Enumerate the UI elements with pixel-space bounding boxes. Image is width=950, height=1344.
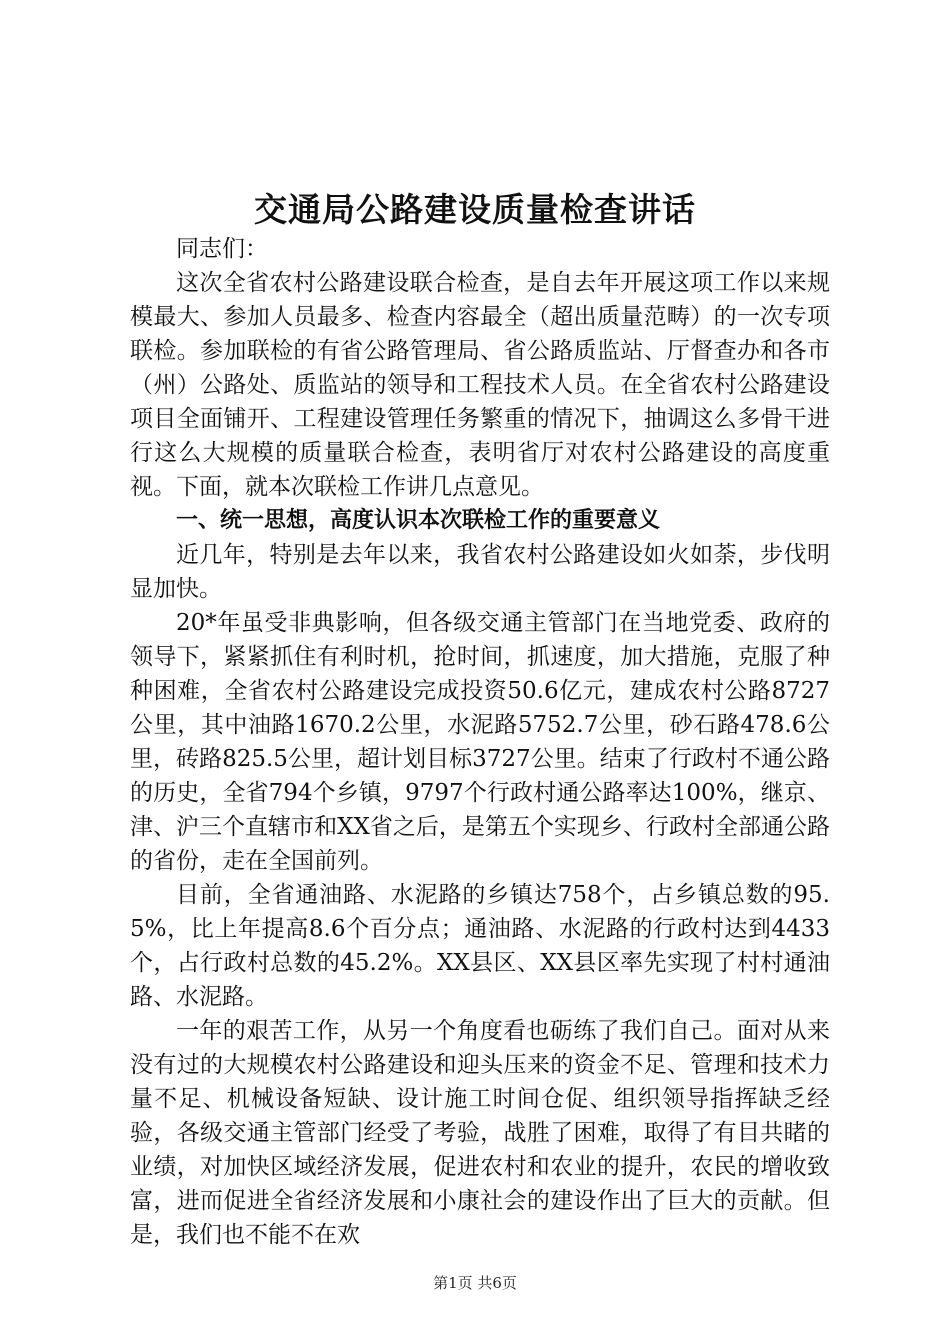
page-title: 交通局公路建设质量检查讲话 bbox=[254, 190, 696, 229]
document-body bbox=[130, 232, 830, 1252]
salutation: 同志们： bbox=[176, 236, 268, 262]
page-footer: 第1页 共6页 bbox=[433, 1274, 517, 1292]
section-heading: 一、统一思想，高度认识本次联检工作的重要意义 bbox=[176, 508, 661, 533]
paragraph: 20*年虽受非典影响，但各级交通主管部门在当地党委、政府的领导下，紧紧抓住有利时机，抢时间，抓速度，加大措施，克服了种种困难，全省农村公路建设完成投资50.6亿元，建成农村公路8727公里，其中油路1670.2公里，水泥路5752.7公里，砂石路478.6公里，砖路825.5公里，超计划目标3727公里。结束了行政村不通公路的历史，全省794个乡镇，9797个行政村通公路率达100%，继京、津、沪三个直辖市和XX省之后，是第五个实现乡、行政村全部通公路的省份，走在全国前列。 bbox=[130, 610, 830, 874]
paragraph-intro: 这次全省农村公路建设联合检查，是自去年开展这项工作以来规模最大、参加人员最多、检查内容最全（超出质量范畴）的一次专项联检。参加联检的有省公路管理局、省公路质监站、厅督查办和各市（州）公路处、质监站的领导和工程技术人员。在全省农村公路建设项目全面铺开、工程建设管理任务繁重的情况下，抽调这么多骨干进行这么大规模的质量联合检查，表明省厅对农村公路建设的高度重视。下面，就本次联检工作讲几点意见。 bbox=[130, 270, 830, 500]
paragraph: 近几年，特别是去年以来，我省农村公路建设如火如荼，步伐明显加快。 bbox=[130, 542, 830, 602]
paragraph: 目前，全省通油路、水泥路的乡镇达758个，占乡镇总数的95.5%，比上年提高8.6个百分点；通油路、水泥路的行政村达到4433个，占行政村总数的45.2%。XX县区、XX县区率先实现了村村通油路、水泥路。 bbox=[130, 882, 830, 1010]
paragraph: 一年的艰苦工作，从另一个角度看也砺练了我们自己。面对从来没有过的大规模农村公路建设和迎头压来的资金不足、管理和技术力量不足、机械设备短缺、设计施工时间仓促、组织领导指挥缺乏经验，各级交通主管部门经受了考验，战胜了困难，取得了有目共睹的业绩，对加快区域经济发展，促进农村和农业的提升，农民的增收致富，进而促进全省经济发展和小康社会的建设作出了巨大的贡献。但是，我们也不能不在欢 bbox=[130, 1018, 830, 1248]
